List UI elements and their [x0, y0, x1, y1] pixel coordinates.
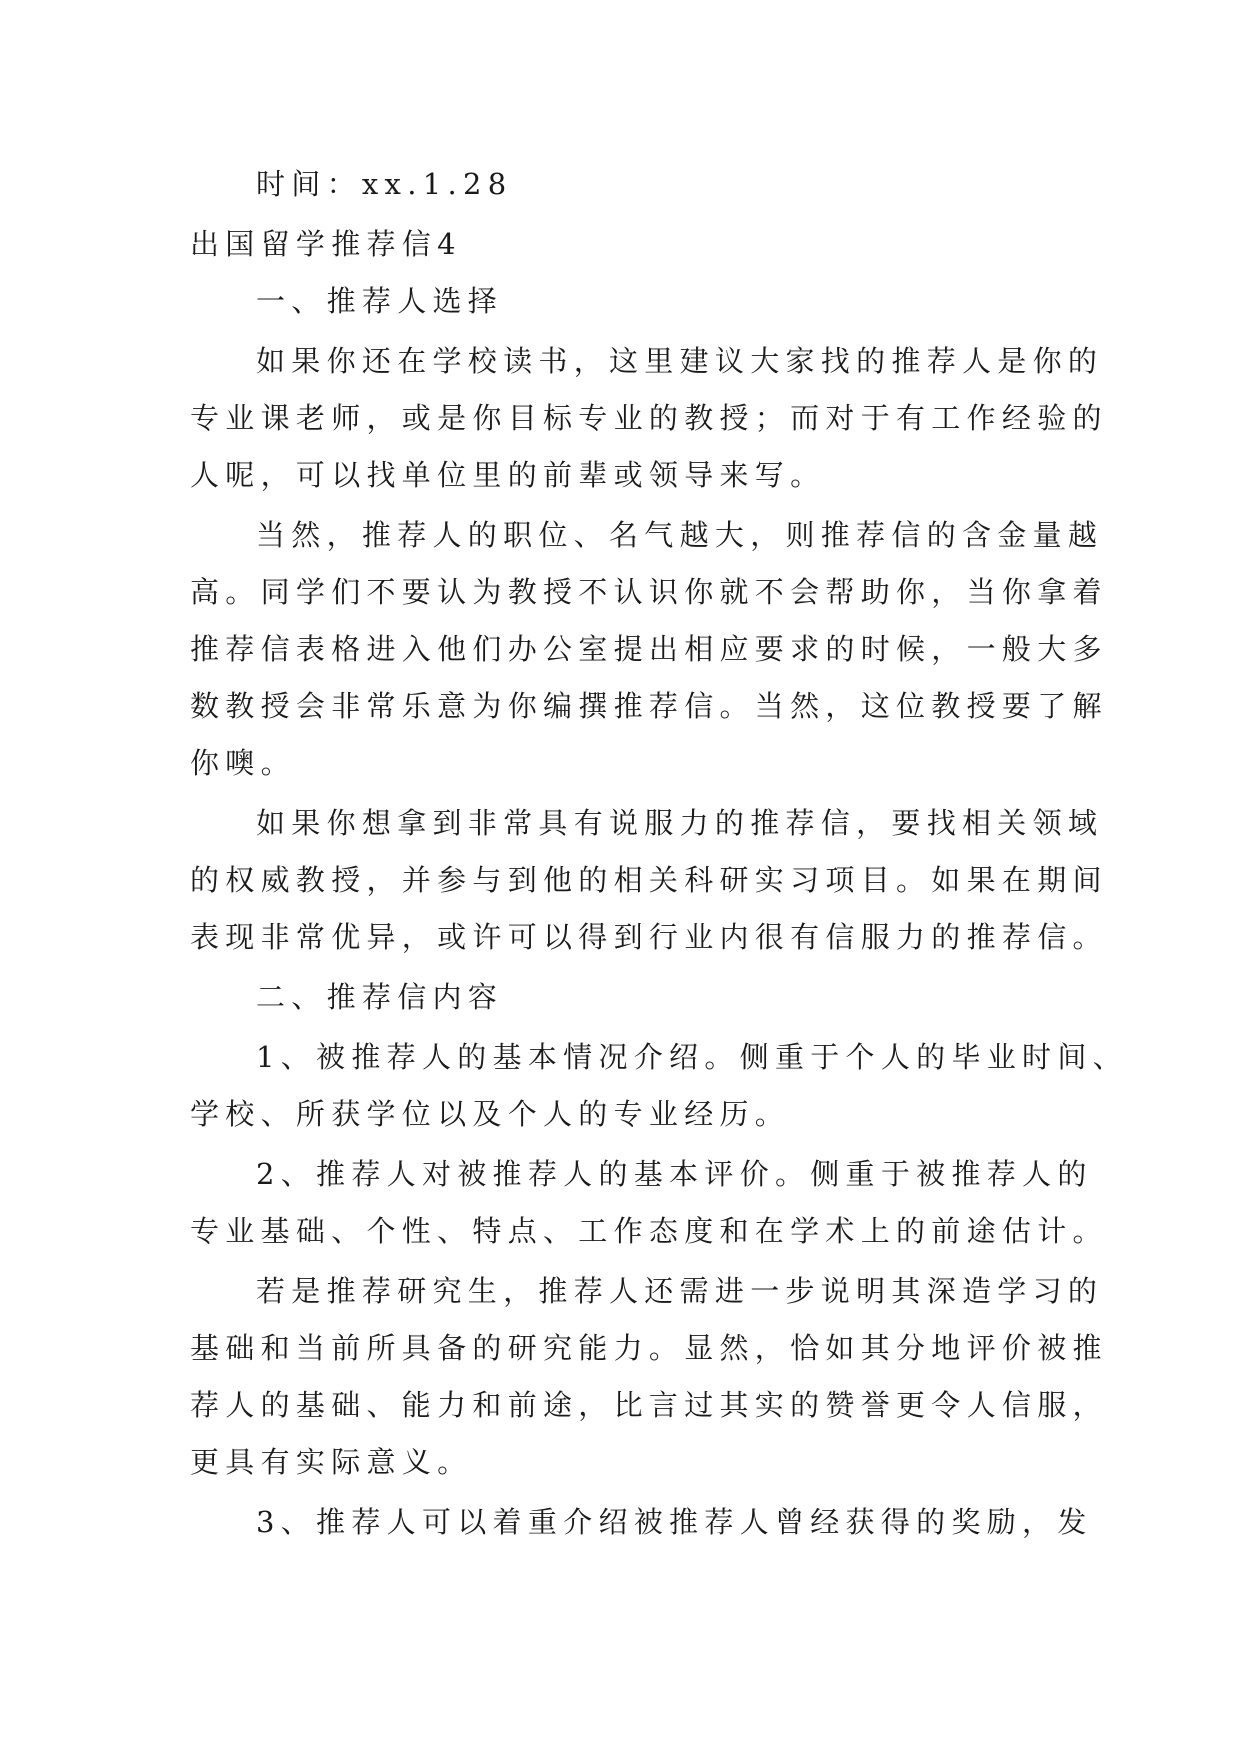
- paragraph-line: 3、推荐人可以着重介绍被推荐人曾经获得的奖励，发: [256, 1505, 1093, 1539]
- paragraph-line: 基础和当前所具备的研究能力。显然，恰如其分地评价被推: [190, 1331, 1108, 1365]
- paragraph-line: 专业课老师，或是你目标专业的教授；而对于有工作经验的: [190, 401, 1108, 435]
- paragraph-line: 1、被推荐人的基本情况介绍。侧重于个人的毕业时间、: [256, 1040, 1128, 1074]
- paragraph-line: 当然，推荐人的职位、名气越大，则推荐信的含金量越: [256, 518, 1104, 552]
- paragraph-line: 专业基础、个性、特点、工作态度和在学术上的前途估计。: [190, 1214, 1108, 1248]
- paragraph-line: 高。同学们不要认为教授不认识你就不会帮助你，当你拿着: [190, 575, 1108, 609]
- paragraph-line: 如果你想拿到非常具有说服力的推荐信，要找相关领域: [256, 806, 1104, 840]
- paragraph-line: 人呢，可以找单位里的前辈或领导来写。: [190, 458, 826, 492]
- paragraph-line: 学校、所获学位以及个人的专业经历。: [190, 1097, 791, 1131]
- paragraph-line: 若是推荐研究生，推荐人还需进一步说明其深造学习的: [256, 1274, 1104, 1308]
- paragraph-line: 表现非常优异，或许可以得到行业内很有信服力的推荐信。: [190, 920, 1108, 954]
- paragraph-line: 更具有实际意义。: [190, 1445, 473, 1479]
- section-title: 出国留学推荐信4: [190, 227, 462, 261]
- paragraph-line: 推荐信表格进入他们办公室提出相应要求的时候，一般大多: [190, 632, 1108, 666]
- paragraph-line: 你噢。: [190, 746, 296, 780]
- paragraph-line: 荐人的基础、能力和前途，比言过其实的赞誉更令人信服，: [190, 1388, 1108, 1422]
- heading-recommender-selection: 一、推荐人选择: [256, 284, 504, 318]
- paragraph-line: 的权威教授，并参与到他的相关科研实习项目。如果在期间: [190, 863, 1108, 897]
- paragraph-line: 如果你还在学校读书，这里建议大家找的推荐人是你的: [256, 344, 1104, 378]
- heading-letter-content: 二、推荐信内容: [256, 980, 504, 1014]
- paragraph-line: 2、推荐人对被推荐人的基本评价。侧重于被推荐人的: [256, 1157, 1093, 1191]
- paragraph-line: 数教授会非常乐意为你编撰推荐信。当然，这位教授要了解: [190, 689, 1108, 723]
- date-line: 时间：xx.1.28: [256, 167, 513, 201]
